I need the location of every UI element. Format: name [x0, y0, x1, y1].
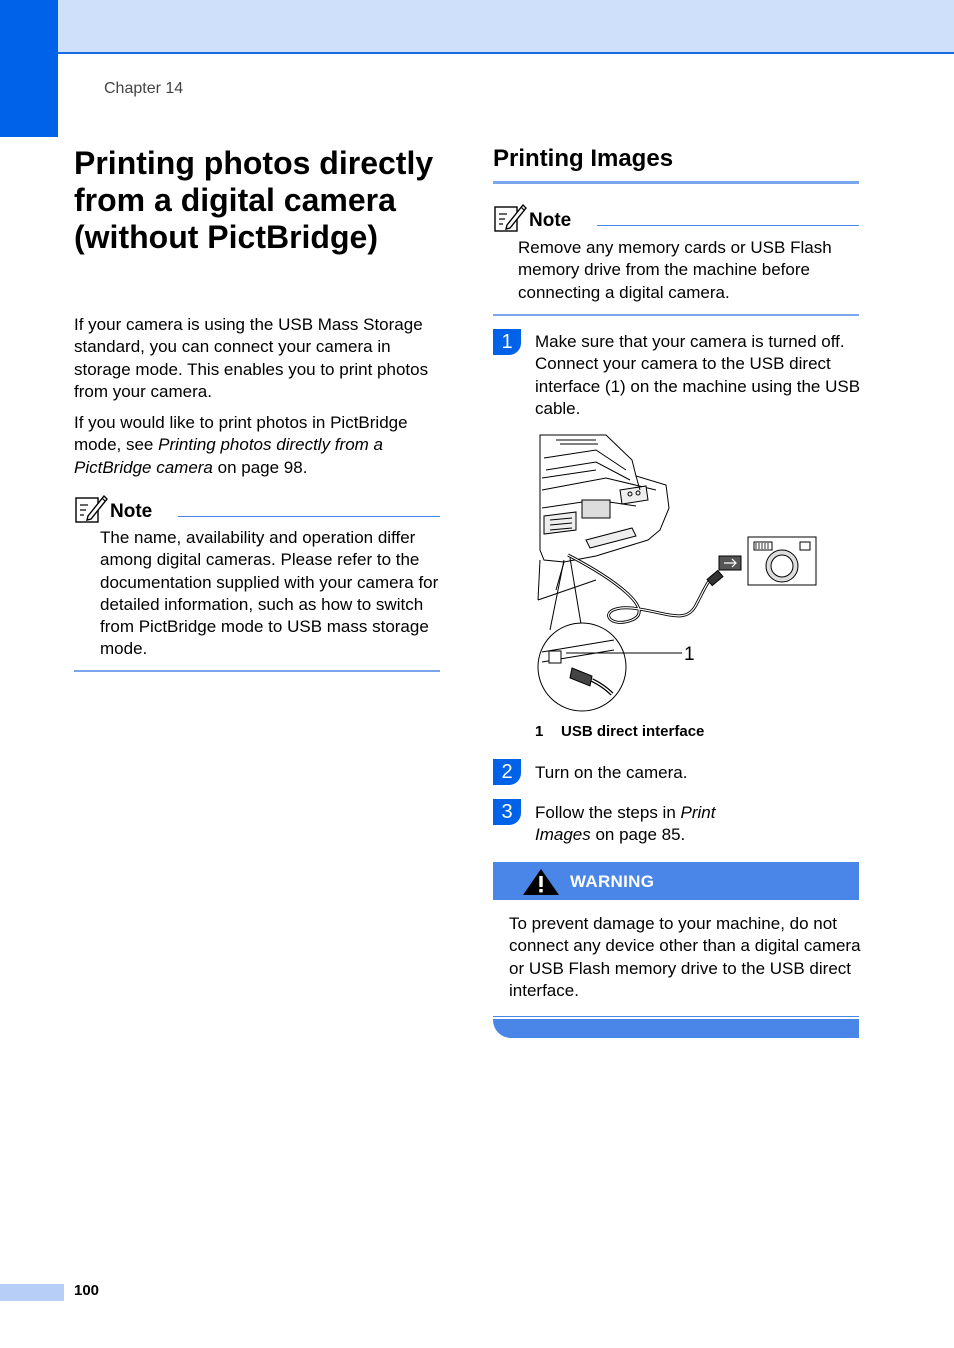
step-3 — [493, 799, 859, 849]
warning-triangle-icon — [522, 868, 560, 901]
warning-footer — [493, 1016, 859, 1038]
warning-footer-bar — [493, 1019, 859, 1038]
printing-images-heading: Printing Images — [493, 145, 674, 172]
camera-drawing — [719, 537, 816, 585]
usb-connection-illustration — [536, 430, 826, 720]
step-3-text-a: Follow the steps in — [535, 803, 681, 822]
note-text: Remove any memory cards or USB Flash memory drive from the machine before connecting a digital camera. — [518, 238, 832, 302]
page-number: 100 — [74, 1282, 100, 1299]
note-rule — [178, 516, 440, 517]
warning-text: To prevent damage to your machine, do not connect any device other than a digital camera or USB Flash memory drive to the USB direct interface. — [509, 914, 861, 1000]
top-band — [0, 0, 954, 54]
usb-port-detail — [538, 623, 682, 711]
warning-footer-rule — [493, 1016, 859, 1017]
note-text: The name, availability and operation differ among digital cameras. Please refer to the documentation supplied with your camera for detailed information, such as how to switch from PictBridge mode to USB mass storage mode. — [100, 528, 439, 659]
caption-text: USB direct interface — [561, 723, 705, 740]
pictbridge-text-b: on page 98. — [212, 457, 308, 477]
step-number: 3 — [493, 799, 521, 825]
note-bottom-rule — [74, 670, 440, 672]
step-text — [535, 802, 735, 847]
usb-cable — [550, 555, 723, 630]
note-rule — [597, 225, 859, 226]
print-images-link[interactable]: Print Images — [535, 803, 716, 845]
section-title: Printing photos directly from a digital camera (without PictBridge) — [74, 145, 434, 255]
left-note — [74, 492, 440, 674]
warning-title: WARNING — [570, 872, 655, 891]
figure-caption — [535, 723, 704, 740]
figure-callout-1: 1 — [684, 644, 695, 665]
right-note — [493, 201, 859, 319]
step-text: Make sure that your camera is turned off. Connect your camera to the USB direct interface (1) on the machine using the USB cable. — [535, 332, 861, 418]
step-3-text-b: on page 85. — [590, 825, 686, 845]
step-number: 1 — [493, 329, 521, 355]
page-number-bar — [0, 1284, 64, 1301]
heading-rule — [493, 181, 859, 184]
intro-paragraph: If your camera is using the USB Mass Storage standard, you can connect your camera in storage mode. This enables you to print photos from your camera. — [74, 315, 429, 401]
note-title: Note — [529, 210, 572, 231]
step-2 — [493, 759, 859, 787]
chapter-label: Chapter 14 — [104, 80, 184, 97]
pictbridge-text-a: If you would like to print photos in PictBridge mode, see — [74, 413, 408, 455]
chapter-tab — [0, 0, 58, 137]
caption-number: 1 — [535, 723, 544, 740]
step-1 — [493, 329, 859, 421]
note-pencil-icon — [74, 492, 108, 529]
step-text: Turn on the camera. — [535, 763, 688, 782]
pictbridge-link[interactable]: Printing photos directly from a PictBridge camera — [74, 435, 383, 477]
pictbridge-paragraph — [74, 412, 444, 479]
note-bottom-rule — [493, 314, 859, 316]
note-pencil-icon — [493, 201, 527, 238]
warning-header — [493, 862, 859, 900]
note-title: Note — [110, 501, 153, 522]
step-number: 2 — [493, 759, 521, 785]
